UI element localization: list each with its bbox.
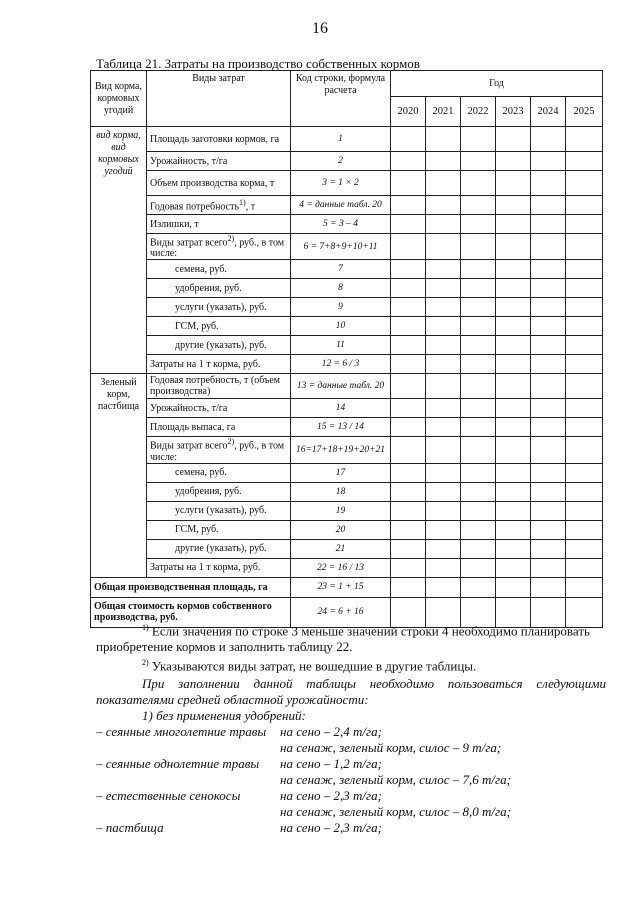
year-value-cell <box>426 298 461 317</box>
yield-value: на сенаж, зеленый корм, силос – 7,6 т/га; <box>280 772 511 787</box>
year-value-cell <box>531 437 566 463</box>
group-1-row <box>91 317 603 336</box>
group-2-row <box>91 501 603 520</box>
year-value-cell <box>531 152 566 171</box>
year-value-cell <box>496 152 531 171</box>
group-1-row <box>91 171 603 196</box>
group-1-row <box>91 260 603 279</box>
year-value-cell <box>566 260 603 279</box>
year-value-cell <box>391 279 426 298</box>
year-value-cell <box>566 520 603 539</box>
year-value-cell <box>531 260 566 279</box>
group-2-row <box>91 520 603 539</box>
year-value-cell <box>496 336 531 355</box>
year-value-cell <box>461 355 496 374</box>
year-value-cell <box>461 520 496 539</box>
year-value-cell <box>496 215 531 234</box>
year-value-cell <box>391 127 426 152</box>
year-value-cell <box>391 152 426 171</box>
year-value-cell <box>426 399 461 418</box>
row-code: 10 <box>291 317 391 336</box>
year-value-cell <box>426 418 461 437</box>
year-value-cell <box>461 127 496 152</box>
year-value-cell <box>426 127 461 152</box>
year-value-cell <box>496 539 531 558</box>
year-value-cell <box>566 482 603 501</box>
year-value-cell <box>461 577 496 597</box>
year-value-cell <box>461 463 496 482</box>
row-code: 8 <box>291 279 391 298</box>
year-value-cell <box>426 437 461 463</box>
year-value-cell <box>531 336 566 355</box>
year-value-cell <box>461 336 496 355</box>
year-value-cell <box>391 234 426 260</box>
year-value-cell <box>391 355 426 374</box>
group-1-row <box>91 355 603 374</box>
year-value-cell <box>461 298 496 317</box>
year-value-cell <box>426 482 461 501</box>
year-value-cell <box>391 463 426 482</box>
instruction-item <box>96 788 606 804</box>
year-value-cell <box>426 501 461 520</box>
year-value-cell <box>531 127 566 152</box>
cost-type-label: услуги (указать), руб. <box>147 298 291 317</box>
instruction-item <box>96 772 606 788</box>
row-code: 20 <box>291 520 391 539</box>
year-value-cell <box>426 215 461 234</box>
year-value-cell <box>461 234 496 260</box>
group-1-row <box>91 152 603 171</box>
year-value-cell <box>496 399 531 418</box>
row-code: 17 <box>291 463 391 482</box>
year-value-cell <box>426 463 461 482</box>
year-value-cell <box>531 418 566 437</box>
row-code: 6 = 7+8+9+10+11 <box>291 234 391 260</box>
footnote-ref: 1) <box>239 197 246 207</box>
year-value-cell <box>461 418 496 437</box>
year-value-cell <box>461 558 496 577</box>
cost-type-label: Годовая потребность$^{1)}$, т <box>147 196 291 215</box>
year-value-cell <box>391 215 426 234</box>
row-code: 19 <box>291 501 391 520</box>
year-value-cell <box>496 437 531 463</box>
year-value-cell <box>496 463 531 482</box>
year-value-cell <box>531 317 566 336</box>
year-value-cell <box>566 298 603 317</box>
row-code: 7 <box>291 260 391 279</box>
year-value-cell <box>566 215 603 234</box>
year-value-cell <box>426 317 461 336</box>
header-code: Код строки, формула расчета <box>291 71 391 127</box>
year-header-2024: 2024 <box>531 97 566 127</box>
year-value-cell <box>566 279 603 298</box>
year-value-cell <box>496 196 531 215</box>
row-code: 2 <box>291 152 391 171</box>
year-value-cell <box>496 482 531 501</box>
instructions-intro: При заполнении данной таблицы необходимо пользоваться следующими показателями средней областной урожайности: <box>96 676 606 707</box>
row-code: 5 = 3 – 4 <box>291 215 391 234</box>
year-value-cell <box>391 539 426 558</box>
year-value-cell <box>496 171 531 196</box>
year-value-cell <box>426 539 461 558</box>
year-value-cell <box>391 374 426 399</box>
group-1-row <box>91 279 603 298</box>
table-caption: Таблица 21. Затраты на производство собственных кормов <box>96 56 420 71</box>
year-header-2022: 2022 <box>461 97 496 127</box>
year-value-cell <box>496 317 531 336</box>
year-value-cell <box>496 558 531 577</box>
year-value-cell <box>391 171 426 196</box>
year-value-cell <box>566 196 603 215</box>
cost-type-label: семена, руб. <box>147 260 291 279</box>
cost-type-label: Площадь заготовки кормов, га <box>147 127 291 152</box>
year-value-cell <box>566 317 603 336</box>
group-1-row <box>91 127 603 152</box>
group-2-row <box>91 463 603 482</box>
row-code: 13 = данные табл. 20 <box>291 374 391 399</box>
year-value-cell <box>391 558 426 577</box>
yield-value: на сено – 2,3 т/га; <box>280 788 382 803</box>
year-value-cell <box>566 501 603 520</box>
instruction-item <box>96 724 606 740</box>
year-value-cell <box>531 355 566 374</box>
cost-type-label: другие (указать), руб. <box>147 539 291 558</box>
year-value-cell <box>391 501 426 520</box>
footnote-1-mark: 1) <box>142 623 149 632</box>
year-value-cell <box>391 482 426 501</box>
yield-value: на сенаж, зеленый корм, силос – 9 т/га; <box>280 740 502 755</box>
crop-type: – естественные сенокосы <box>96 788 241 803</box>
year-value-cell <box>566 558 603 577</box>
header-year: Год <box>391 71 603 97</box>
year-value-cell <box>426 152 461 171</box>
cost-type-label: ГСМ, руб. <box>147 520 291 539</box>
cost-type-label: другие (указать), руб. <box>147 336 291 355</box>
row-code: 16=17+18+19+20+21 <box>291 437 391 463</box>
row-code: 24 = 6 + 16 <box>291 597 391 627</box>
footnote-ref: 2) <box>227 234 235 243</box>
year-value-cell <box>496 520 531 539</box>
crop-type: – сеянные однолетние травы <box>96 756 260 771</box>
instruction-item <box>96 756 606 772</box>
group-1-row <box>91 215 603 234</box>
cost-type-label: Виды затрат всего$^{2)}$, руб., в том числе: <box>147 437 291 463</box>
year-value-cell <box>531 234 566 260</box>
year-value-cell <box>496 234 531 260</box>
instruction-item <box>96 740 606 756</box>
cost-type-label: Площадь выпаса, га <box>147 418 291 437</box>
group-1-row <box>91 336 603 355</box>
year-value-cell <box>531 482 566 501</box>
footnotes <box>96 620 606 675</box>
year-value-cell <box>496 577 531 597</box>
year-value-cell <box>566 418 603 437</box>
group-2-row <box>91 539 603 558</box>
year-header-2023: 2023 <box>496 97 531 127</box>
year-value-cell <box>461 317 496 336</box>
year-value-cell <box>531 196 566 215</box>
year-value-cell <box>531 558 566 577</box>
year-value-cell <box>461 196 496 215</box>
year-value-cell <box>426 355 461 374</box>
yield-value: на сено – 1,2 т/га; <box>280 756 382 771</box>
year-value-cell <box>496 501 531 520</box>
year-value-cell <box>426 171 461 196</box>
year-value-cell <box>426 260 461 279</box>
row-code: 14 <box>291 399 391 418</box>
year-value-cell <box>426 520 461 539</box>
year-value-cell <box>391 317 426 336</box>
cost-type-label: Урожайность, т/га <box>147 152 291 171</box>
year-value-cell <box>531 171 566 196</box>
row-code: 12 = 6 / 3 <box>291 355 391 374</box>
footnote-2: Указываются виды затрат, не вошедшие в другие таблицы. <box>151 658 477 674</box>
year-value-cell <box>461 279 496 298</box>
year-value-cell <box>391 260 426 279</box>
yield-value: на сено – 2,3 т/га; <box>280 820 382 835</box>
year-value-cell <box>426 558 461 577</box>
year-value-cell <box>531 215 566 234</box>
year-value-cell <box>531 463 566 482</box>
year-value-cell <box>566 437 603 463</box>
row-code: 18 <box>291 482 391 501</box>
group-2-row <box>91 482 603 501</box>
year-value-cell <box>391 399 426 418</box>
year-value-cell <box>426 577 461 597</box>
group-1-label: вид корма, вид кормовых угодий <box>91 127 147 374</box>
footnote-1: Если значения по строке 3 меньше значений строки 4 необходимо планировать приобретение кормов и заполнить таблицу 22. <box>96 623 590 655</box>
page-number: 16 <box>312 20 328 37</box>
year-value-cell <box>496 418 531 437</box>
row-code: 15 = 13 / 14 <box>291 418 391 437</box>
year-value-cell <box>391 418 426 437</box>
year-value-cell <box>426 279 461 298</box>
year-value-cell <box>566 355 603 374</box>
crop-type: – пастбища <box>96 820 164 835</box>
yield-value: на сено – 2,4 т/га; <box>280 724 382 739</box>
instruction-item <box>96 820 606 836</box>
year-value-cell <box>461 215 496 234</box>
row-code: 9 <box>291 298 391 317</box>
total-row <box>91 577 603 597</box>
year-value-cell <box>566 577 603 597</box>
year-value-cell <box>531 298 566 317</box>
year-value-cell <box>496 298 531 317</box>
year-value-cell <box>566 127 603 152</box>
group-1-row <box>91 196 603 215</box>
cost-type-label: Излишки, т <box>147 215 291 234</box>
year-value-cell <box>461 374 496 399</box>
total-label: Общая производственная площадь, га <box>91 577 291 597</box>
group-2-row <box>91 418 603 437</box>
group-2-row <box>91 437 603 463</box>
row-code: 1 <box>291 127 391 152</box>
row-code: 21 <box>291 539 391 558</box>
year-value-cell <box>531 279 566 298</box>
group-2-row <box>91 374 603 399</box>
year-value-cell <box>461 171 496 196</box>
header-cost-types: Виды затрат <box>147 71 291 127</box>
yield-value: на сенаж, зеленый корм, силос – 8,0 т/га; <box>280 804 511 819</box>
total-label: Общая стоимость кормов собственного производства, руб. <box>91 597 291 627</box>
cost-type-label: семена, руб. <box>147 463 291 482</box>
footnote-2-mark: 2) <box>142 658 149 668</box>
year-value-cell <box>566 463 603 482</box>
row-code: 4 = данные табл. 20 <box>291 196 391 215</box>
year-value-cell <box>566 539 603 558</box>
year-header-2021: 2021 <box>426 97 461 127</box>
instructions-sub: 1) без применения удобрений: <box>142 708 306 723</box>
row-code: 11 <box>291 336 391 355</box>
cost-type-label: ГСМ, руб. <box>147 317 291 336</box>
year-value-cell <box>496 127 531 152</box>
group-1-row <box>91 298 603 317</box>
year-value-cell <box>566 171 603 196</box>
row-code: 23 = 1 + 15 <box>291 577 391 597</box>
costs-table <box>90 70 603 628</box>
cost-type-label: Затраты на 1 т корма, руб. <box>147 558 291 577</box>
cost-type-label: Урожайность, т/га <box>147 399 291 418</box>
instruction-item <box>96 804 606 820</box>
year-value-cell <box>531 399 566 418</box>
year-value-cell <box>566 374 603 399</box>
year-value-cell <box>391 437 426 463</box>
group-1-row <box>91 234 603 260</box>
year-value-cell <box>566 234 603 260</box>
year-value-cell <box>531 577 566 597</box>
row-code: 3 = 1 × 2 <box>291 171 391 196</box>
year-value-cell <box>566 336 603 355</box>
year-value-cell <box>461 152 496 171</box>
instructions <box>96 676 606 836</box>
year-value-cell <box>531 501 566 520</box>
crop-type: – сеянные многолетние травы <box>96 724 267 739</box>
row-code: 22 = 16 / 13 <box>291 558 391 577</box>
year-header-2020: 2020 <box>391 97 426 127</box>
year-value-cell <box>461 539 496 558</box>
cost-type-label: Годовая потребность, т (объем производства) <box>147 374 291 399</box>
year-value-cell <box>566 399 603 418</box>
year-value-cell <box>531 374 566 399</box>
year-value-cell <box>461 399 496 418</box>
year-value-cell <box>426 336 461 355</box>
year-value-cell <box>461 501 496 520</box>
year-value-cell <box>391 196 426 215</box>
year-value-cell <box>496 374 531 399</box>
year-value-cell <box>426 196 461 215</box>
year-value-cell <box>391 336 426 355</box>
header-feed-type: Вид корма, кормовых угодий <box>91 71 147 127</box>
year-value-cell <box>496 260 531 279</box>
cost-type-label: удобрения, руб. <box>147 279 291 298</box>
year-value-cell <box>566 152 603 171</box>
group-2-row <box>91 399 603 418</box>
cost-type-label: Затраты на 1 т корма, руб. <box>147 355 291 374</box>
group-2-label: Зеленый корм, пастбища <box>91 374 147 577</box>
cost-type-label: услуги (указать), руб. <box>147 501 291 520</box>
year-header-2025: 2025 <box>566 97 603 127</box>
year-value-cell <box>531 539 566 558</box>
year-value-cell <box>531 520 566 539</box>
year-value-cell <box>426 374 461 399</box>
year-value-cell <box>461 437 496 463</box>
cost-type-label: удобрения, руб. <box>147 482 291 501</box>
year-value-cell <box>461 260 496 279</box>
footnote-ref: 2) <box>227 437 235 447</box>
cost-type-label: Виды затрат всего$^{2)}$, руб., в том числе: <box>147 234 291 260</box>
group-2-row <box>91 558 603 577</box>
year-value-cell <box>391 520 426 539</box>
year-value-cell <box>426 234 461 260</box>
year-value-cell <box>496 355 531 374</box>
year-value-cell <box>496 279 531 298</box>
year-value-cell <box>461 482 496 501</box>
year-value-cell <box>391 577 426 597</box>
year-value-cell <box>391 298 426 317</box>
cost-type-label: Объем производства корма, т <box>147 171 291 196</box>
